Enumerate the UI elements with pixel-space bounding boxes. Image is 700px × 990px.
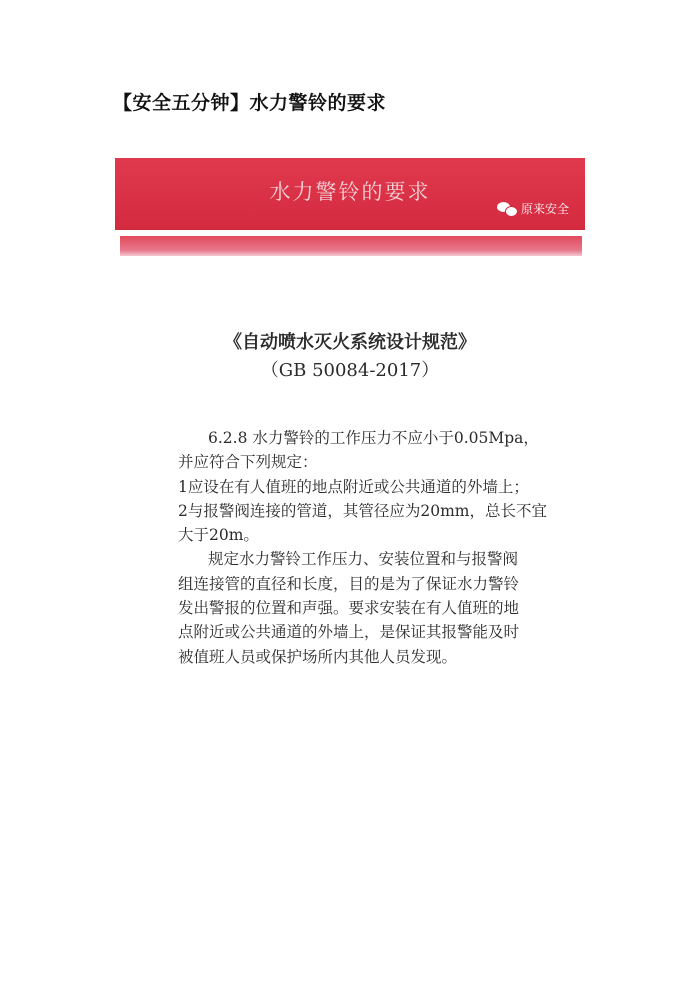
clause-line: 点附近或公共通道的外墙上，是保证其报警能及时 [178, 623, 520, 642]
banner-strip [120, 236, 582, 256]
clause-line: 1应设在有人值班的地点附近或公共通道的外墙上； [178, 477, 529, 496]
clause-line: 2与报警阀连接的管道，其管径应为20mm，总长不宜 [178, 501, 547, 520]
banner-title: 水力警铃的要求 [269, 180, 431, 204]
wechat-icon [497, 202, 517, 216]
clause-line: 被值班人员或保护场所内其他人员发现。 [178, 647, 458, 666]
header-banner [115, 158, 585, 230]
brand-watermark [497, 200, 569, 217]
brand-name: 原来安全 [520, 202, 569, 216]
clause-line: 大于20m。 [178, 526, 259, 545]
clause-text [178, 426, 558, 669]
clause-line: 6.2.8 水力警铃的工作压力不应小于0.05Mpa， [208, 429, 539, 447]
standard-code: （GB 50084-2017） [260, 360, 440, 381]
page-title: 【安全五分钟】水力警铃的要求 [113, 92, 387, 114]
clause-line: 规定水力警铃工作压力、安装位置和与报警阀 [208, 550, 519, 569]
clause-line: 并应符合下列规定： [178, 453, 318, 472]
standard-name: 《自动喷水灭火系统设计规范》 [224, 332, 476, 353]
clause-line: 组连接管的直径和长度，目的是为了保证水力警铃 [178, 574, 520, 593]
clause-line: 发出警报的位置和声强。要求安装在有人值班的地 [178, 599, 520, 618]
